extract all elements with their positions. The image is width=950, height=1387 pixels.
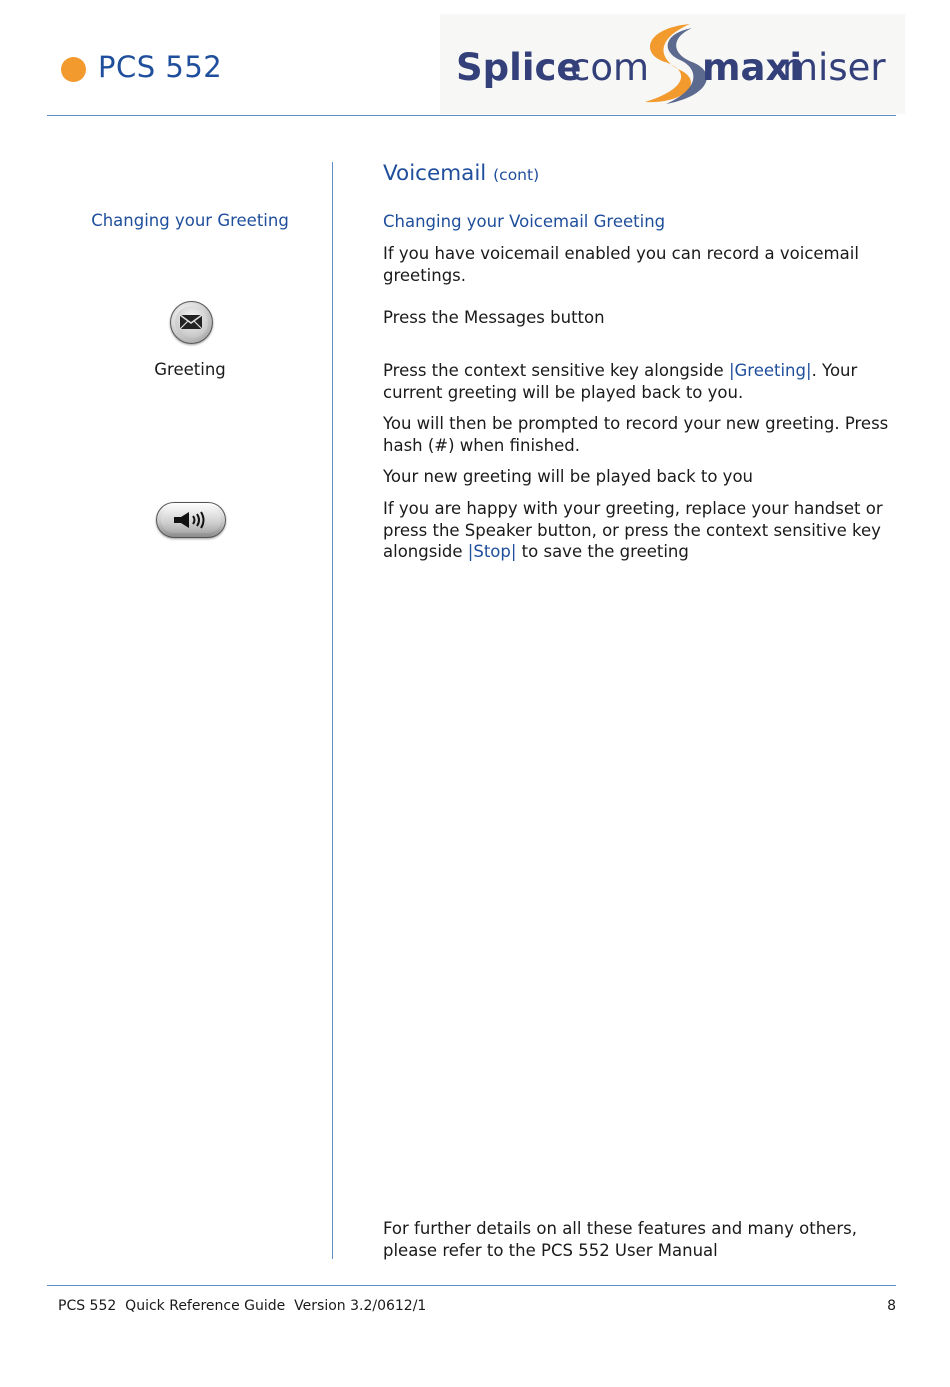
page-title: Voicemail (cont) (383, 161, 540, 186)
page-number: 8 (887, 1298, 896, 1314)
bullet-dot (61, 57, 86, 82)
left-heading: Changing your Greeting (91, 211, 289, 230)
footer-guide-version: PCS 552 Quick Reference Guide Version 3.2/0612/1 (58, 1298, 427, 1314)
step-press-messages: Press the Messages button (383, 308, 605, 327)
further-details-note: For further details on all these features and many others, please refer to the PCS 552 User Manual (383, 1219, 857, 1260)
column-divider (332, 162, 333, 1259)
svg-text:com: com (570, 46, 650, 89)
speaker-button-image (156, 502, 226, 538)
messages-button-image (170, 301, 213, 344)
greeting-softkey-label: Greeting (154, 360, 226, 379)
step-save-greeting: If you are happy with your greeting, replace your handset or press the Speaker button, or press the context sensitive key alongside |Stop| to save the greeting (383, 499, 883, 561)
messages-envelope-icon (179, 313, 203, 331)
step-record-greeting: You will then be prompted to record your new greeting. Press hash (#) when finished. (383, 414, 889, 455)
stop-key-label: |Stop| (467, 542, 517, 561)
step-playback: Your new greeting will be played back to you (383, 467, 753, 486)
greeting-key-label: |Greeting| (728, 361, 812, 380)
splicecom-maximiser-logo (440, 14, 905, 114)
svg-text:Splice: Splice (456, 46, 582, 89)
product-title: PCS 552 (98, 50, 223, 84)
speaker-icon (173, 511, 209, 529)
svg-text:maxi: maxi (702, 46, 803, 89)
step-press-greeting-key: Press the context sensitive key alongside |Greeting|. Your current greeting will be played back to you. (383, 361, 858, 402)
header-rule (47, 115, 896, 116)
section-subheading: Changing your Voicemail Greeting (383, 212, 666, 231)
intro-paragraph: If you have voicemail enabled you can record a voicemail greetings. (383, 244, 859, 285)
svg-text:miser: miser (782, 46, 886, 89)
footer-rule (47, 1285, 896, 1286)
